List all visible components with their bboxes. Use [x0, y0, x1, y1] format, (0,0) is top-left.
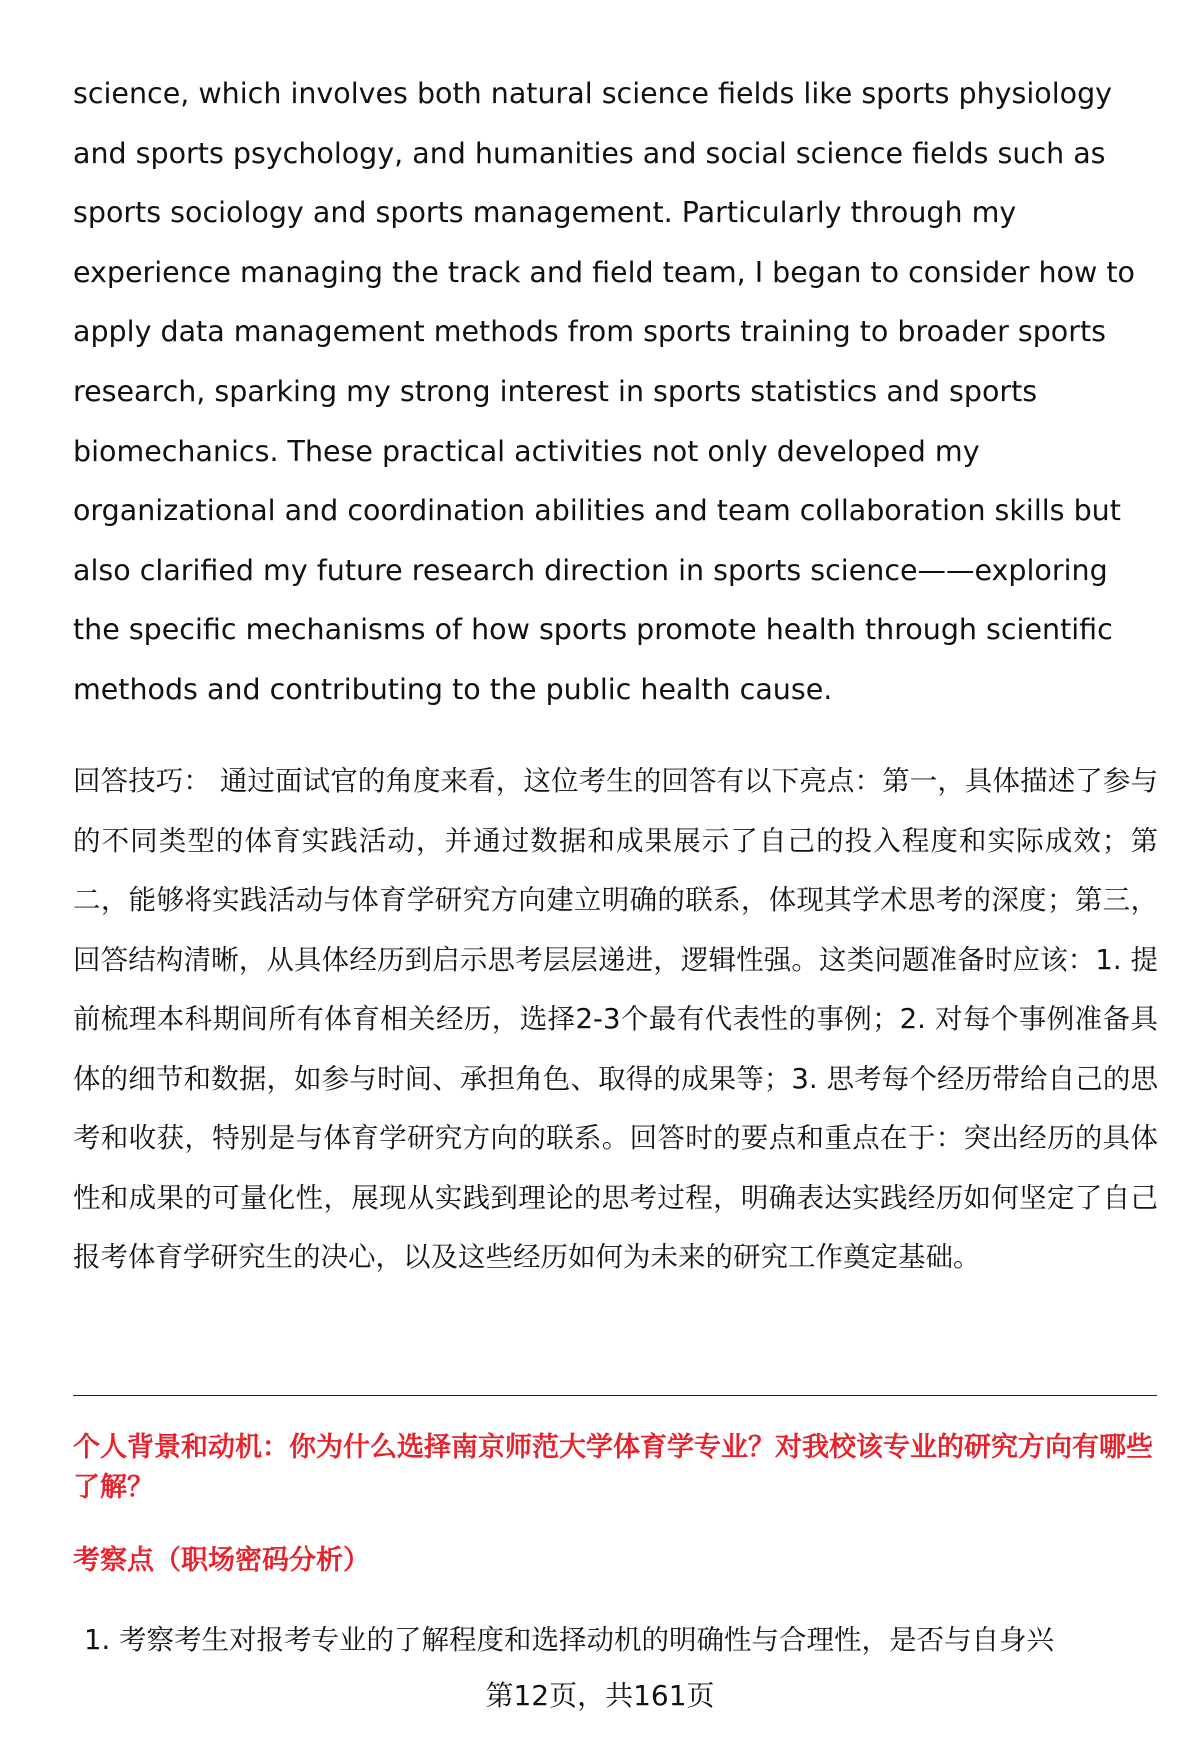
question-heading: 个人背景和动机：你为什么选择南京师范大学体育学专业？对我校该专业的研究方向有哪些了解？: [73, 1432, 1153, 1503]
english-answer-paragraph: science, which involves both natural science fields like sports physiology and sports psychology, and humanities and social science fields such as sports sociology and sports management. Particularly through my experience managing the track and field team, I began to consider how to apply data management methods from sports training to broader sports research, sparking my strong interest in sports statistics and sports biomechanics. These practical activities not only developed my organizational and coordination abilities and team collaboration skills but also clarified my future research direction in sports science——exploring the specific mechanisms of how sports promote health through scientific methods and contributing to the public health cause.: [73, 77, 1135, 706]
page-number: 第12页，共161页: [485, 1679, 715, 1712]
section-divider: [73, 1395, 1157, 1396]
section-heading: 考察点（职场密码分析）: [73, 1545, 370, 1576]
answer-tips-paragraph: 回答技巧： 通过面试官的角度来看，这位考生的回答有以下亮点：第一，具体描述了参与的不同类型的体育实践活动，并通过数据和成果展示了自己的投入程度和实际成效；第二，能够将实践活动与体育学研究方向建立明确的联系，体现其学术思考的深度；第三，回答结构清晰，从具体经历到启示思考层层递进，逻辑性强。这类问题准备时应该：1. 提前梳理本科期间所有体育相关经历，选择2-3个最有代表性的事例；2. 对每个事例准备具体的细节和数据，如参与时间、承担角色、取得的成果等；3. 思考每个经历带给自己的思考和收获，特别是与体育学研究方向的联系。回答时的要点和重点在于：突出经历的具体性和成果的可量化性，展现从实践到理论的思考过程，明确表达实践经历如何坚定了自己报考体育学研究生的决心，以及这些经历如何为未来的研究工作奠定基础。: [73, 765, 1158, 1273]
list-item: 1. 考察考生对报考专业的了解程度和选择动机的明确性与合理性，是否与自身兴: [84, 1624, 1054, 1656]
